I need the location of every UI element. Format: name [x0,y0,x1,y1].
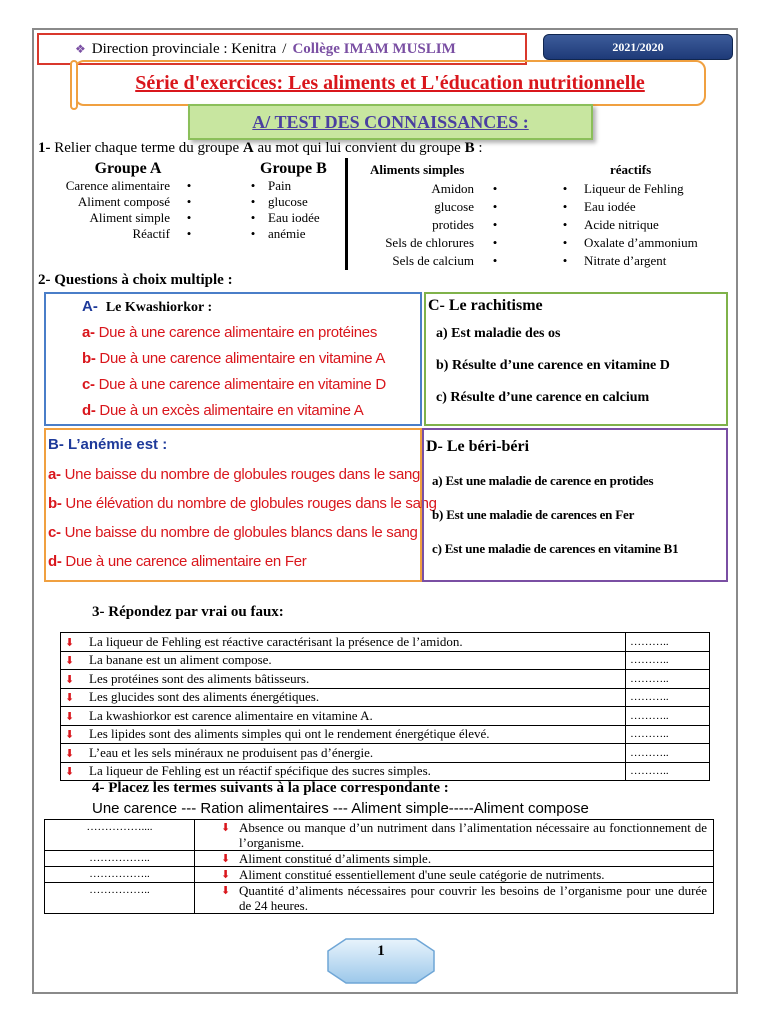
qcm-d-option[interactable]: a) Est une maladie de carence en protides [432,473,654,488]
statement-text: La kwashiorkor est carence alimentaire en vitamine A. [89,707,373,723]
table-row [61,707,710,726]
term-answer-field[interactable]: …………….. [45,883,195,914]
bullet-icon: • [186,178,192,193]
aliment-item [360,252,500,270]
arrow-down-icon [65,710,79,723]
table-row [61,744,710,763]
group-a-item [52,194,194,210]
bullet-icon: • [250,226,256,241]
q1-text-c: : [474,140,483,156]
school-year-badge: 2021/2020 [543,34,733,60]
statement-text: La liqueur de Fehling est un réactif spécifique des sucres simples. [89,763,431,779]
qcm-a-letter: A- [82,298,98,315]
definition-text: Quantité d’aliments nécessaires pour couvrir les besoins de l’organisme pour une durée de 24 heures. [239,883,707,913]
statement-cell [61,725,626,744]
group-b-label: Eau iodée [268,210,320,225]
answer-field[interactable]: ……….. [626,762,710,781]
option-text: Une baisse du nombre de globules blancs dans le sang [60,524,418,541]
definition-text: Absence ou manque d’un nutriment dans l’alimentation nécessaire au fonctionnement de l’organisme. [239,820,707,850]
page-number-badge [326,937,436,985]
bullet-icon: • [186,226,192,241]
reactif-item [556,252,726,270]
term-answer-field[interactable]: …………….... [45,820,195,851]
school-name: Collège IMAM MUSLIM [292,40,456,57]
option-letter: a- [82,324,95,341]
qcm-d-option[interactable]: b) Est une maladie de carences en Fer [432,507,635,522]
qcm-box-beriberi [422,428,728,582]
option-letter: c- [48,524,61,541]
table-row [61,688,710,707]
answer-field[interactable]: ……….. [626,688,710,707]
option-text: Due à une carence alimentaire en vitamine A [95,350,386,367]
aliment-label: Sels de chlorures [385,235,474,250]
arrow-down-icon [65,691,79,704]
qcm-c-title: C- Le rachitisme [428,297,543,314]
arrow-down-icon [221,852,235,867]
aliment-label: glucose [434,199,474,214]
option-letter: a- [48,466,61,483]
answer-field[interactable]: ……….. [626,707,710,726]
column-divider [345,158,348,270]
qcm-b-title: B- L’anémie est : [48,436,168,453]
qcm-box-kwashiorkor [44,292,422,426]
answer-field[interactable]: ……….. [626,670,710,689]
qcm-d-title: D- Le béri-béri [426,438,530,455]
qcm-box-rachitisme [424,292,728,426]
bullet-icon: • [492,181,498,196]
statement-text: Les glucides sont des aliments énergétiques. [89,689,320,705]
table-row [61,633,710,652]
aliments-column [360,162,500,270]
arrow-down-icon [65,673,79,686]
section-a-title: A/ TEST DES CONNAISSANCES : [252,111,529,132]
statement-cell [61,633,626,652]
statement-cell [61,762,626,781]
table-row [45,883,714,914]
table-row [61,762,710,781]
true-false-table [60,632,710,781]
diamond-star-icon: ❖ [75,41,86,56]
option-text: Due à une carence alimentaire en Fer [61,553,307,570]
reactif-item [556,234,726,252]
bullet-icon: • [562,253,568,268]
title-banner [74,60,706,106]
statement-text: Les lipides sont des aliments simples qui ont le rendement énergétique élevé. [89,726,490,742]
statement-text: La liqueur de Fehling est réactive caractérisant la présence de l’amidon. [89,633,463,649]
aliment-item [360,234,500,252]
bullet-icon: • [186,194,192,209]
bullet-icon: • [562,235,568,250]
page-title: Série d'exercices: Les aliments et L'éducation nutritionnelle [135,71,645,94]
qcm-box-anemie [44,428,437,582]
option-text: Une baisse du nombre de globules rouges dans le sang [60,466,421,483]
arrow-down-icon [65,636,79,649]
question-3-title: 3- Répondez par vrai ou faux: [92,604,284,620]
answer-field[interactable]: ……….. [626,744,710,763]
group-a-label: Aliment simple [89,210,170,225]
bullet-icon: • [492,253,498,268]
qcm-c-option[interactable]: a) Est maladie des os [436,326,561,341]
reactif-item [556,216,726,234]
definition-text: Aliment constitué essentiellement d'une seule catégorie de nutriments. [239,867,605,882]
group-a-label: Carence alimentaire [65,178,170,193]
definition-cell [195,851,714,867]
bullet-icon: • [562,181,568,196]
table-row [45,867,714,883]
statement-cell [61,651,626,670]
group-b-label: Pain [268,178,292,193]
group-b-column [248,160,348,242]
statement-cell [61,688,626,707]
question-1-prompt [38,140,483,157]
q1-group-b-letter: B [464,140,475,156]
option-letter: d- [48,553,62,570]
bullet-icon: • [186,210,192,225]
qcm-c-option[interactable]: c) Résulte d’une carence en calcium [436,390,650,405]
direction-label: Direction provinciale : Kenitra [91,40,277,57]
arrow-down-icon [221,868,235,883]
statement-cell [61,707,626,726]
statement-text: L’eau et les sels minéraux ne produisent pas d’énergie. [89,744,374,760]
arrow-down-icon [221,821,235,836]
qcm-a-title: Le Kwashiorkor : [105,300,213,315]
term-answer-field[interactable]: …………….. [45,851,195,867]
aliments-title: Aliments simples [370,162,465,177]
question-4-title: 4- Placez les termes suivants à la place correspondante : [92,780,449,796]
page-number: 1 [377,943,385,959]
section-a-banner [188,104,593,140]
qcm-c-option[interactable]: b) Résulte d’une carence en vitamine D [436,358,670,373]
qcm-a-option[interactable] [82,398,420,424]
bullet-icon: • [250,194,256,209]
header-separator: / [282,40,287,57]
reactif-item [556,180,726,198]
qcm-a-option[interactable] [82,320,420,346]
statement-cell [61,744,626,763]
answer-field[interactable]: ……….. [626,633,710,652]
answer-field[interactable]: ……….. [626,725,710,744]
q1-text-b: au mot qui lui convient du groupe [253,140,465,156]
bullet-icon: • [250,210,256,225]
qcm-b-option[interactable] [48,489,437,518]
statement-cell [61,670,626,689]
group-a-label: Réactif [132,226,170,241]
arrow-down-icon [65,765,79,778]
term-answer-field[interactable]: …………….. [45,867,195,883]
qcm-d-option[interactable]: c) Est une maladie de carences en vitamine B1 [432,541,679,556]
group-a-item [52,226,194,242]
matching-table [44,819,714,914]
reactifs-title: réactifs [610,162,652,177]
aliment-item [360,198,500,216]
aliment-label: Amidon [431,181,474,196]
table-row [45,851,714,867]
group-a-item [52,178,194,194]
group-a-item [52,210,194,226]
group-b-label: anémie [268,226,306,241]
group-b-item [248,226,348,242]
arrow-down-icon [65,728,79,741]
reactif-label: Nitrate d’argent [584,253,667,268]
bullet-icon: • [250,178,256,193]
bullet-icon: • [492,235,498,250]
qcm-a-option[interactable] [82,372,420,398]
arrow-down-icon [65,747,79,760]
option-text: Une élévation du nombre de globules rouges dans le sang [61,495,437,512]
group-b-item [248,210,348,226]
group-b-label: glucose [268,194,308,209]
q1-text-a: Relier chaque terme du groupe [50,140,243,156]
option-text: Due à un excès alimentaire en vitamine A [95,402,364,419]
reactif-label: Oxalate d’ammonium [584,235,698,250]
bullet-icon: • [492,199,498,214]
reactif-label: Liqueur de Fehling [584,181,684,196]
group-b-title: Groupe B [260,160,327,177]
option-text: Due à une carence alimentaire en protéines [94,324,378,341]
table-row [61,651,710,670]
question-2-title: 2- Questions à choix multiple : [38,272,233,288]
definition-cell [195,883,714,914]
reactif-item [556,198,726,216]
aliment-item [360,180,500,198]
option-letter: c- [82,376,95,393]
question-4-terms: Une carence --- Ration alimentaires --- Aliment simple-----Aliment compose [92,800,589,817]
option-letter: b- [48,495,62,512]
qcm-a-header [46,294,420,320]
qcm-b-option[interactable] [48,547,420,576]
group-a-title: Groupe A [94,160,162,177]
group-a-label: Aliment composé [77,194,170,209]
definition-text: Aliment constitué d’aliments simple. [239,851,432,866]
statement-text: La banane est un aliment compose. [89,652,272,668]
answer-field[interactable]: ……….. [626,651,710,670]
aliment-label: protides [432,217,474,232]
arrow-down-icon [65,654,79,667]
table-row [61,670,710,689]
aliment-item [360,216,500,234]
bullet-icon: • [492,217,498,232]
statement-text: Les protéines sont des aliments bâtisseurs. [89,670,310,686]
bullet-icon: • [562,217,568,232]
group-a-column [52,160,194,242]
table-row [45,820,714,851]
qcm-b-option[interactable] [48,518,420,547]
group-b-item [248,194,348,210]
reactif-label: Eau iodée [584,199,636,214]
q1-group-a-letter: A [242,140,254,156]
definition-cell [195,867,714,883]
definition-cell [195,820,714,851]
q1-number: 1- [38,140,51,156]
qcm-b-option[interactable] [48,460,420,489]
option-text: Due à une carence alimentaire en vitamine D [94,376,386,393]
arrow-down-icon [221,884,235,899]
qcm-a-option[interactable] [82,346,420,372]
option-letter: d- [82,402,96,419]
group-b-item [248,178,348,194]
reactifs-column [556,162,726,270]
aliment-label: Sels de calcium [392,253,474,268]
reactif-label: Acide nitrique [584,217,659,232]
option-letter: b- [82,350,96,367]
table-row [61,725,710,744]
bullet-icon: • [562,199,568,214]
scroll-decoration [70,60,78,110]
